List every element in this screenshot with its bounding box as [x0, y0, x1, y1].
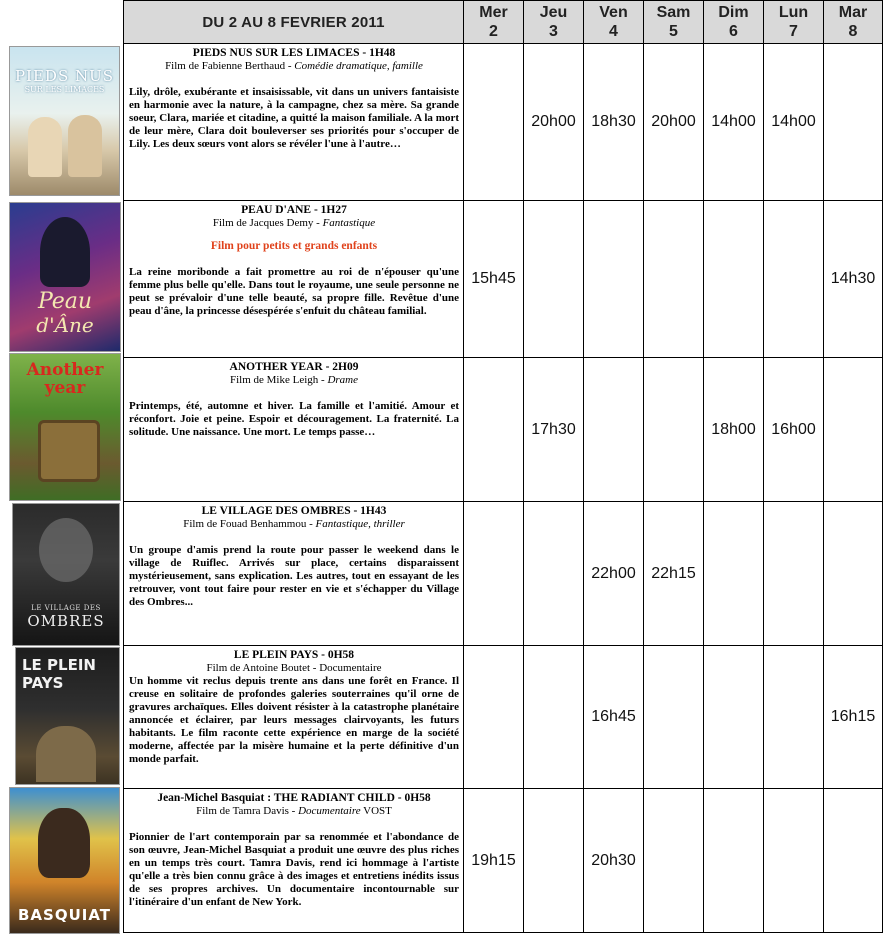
film-version: VOST	[360, 805, 392, 817]
film-genre: Documentaire	[298, 805, 361, 817]
poster-title-line: BASQUIAT	[17, 906, 112, 924]
showtime-cell: 14h30	[823, 200, 883, 358]
day-name: Jeu	[539, 4, 568, 21]
poster-title-line: Another	[26, 360, 104, 380]
day-number: 3	[549, 23, 558, 40]
day-name: Mer	[479, 4, 508, 21]
film-description-cell	[123, 200, 464, 358]
poster-title-line: LE VILLAGE DES	[31, 604, 101, 612]
poster-title-line: PAYS	[22, 674, 64, 692]
poster-figures	[68, 115, 102, 177]
showtime-cell: 20h30	[583, 788, 644, 933]
showtime-cell: 22h15	[643, 501, 704, 646]
poster-title-line: Peau	[37, 289, 93, 314]
poster-title-line: d'Âne	[36, 313, 94, 337]
showtime-cell	[643, 357, 704, 502]
film-subtitle	[129, 374, 459, 387]
day-number: 4	[609, 23, 618, 40]
showtime-cell	[763, 501, 824, 646]
film-title: PEAU D'ANE - 1H27	[241, 204, 347, 216]
film-description-cell	[123, 501, 464, 646]
day-name: Mar	[838, 4, 868, 21]
showtime-cell	[463, 43, 524, 201]
showtime-cell	[763, 645, 824, 789]
poster-pieds-nus	[9, 46, 120, 196]
film-synopsis: Pionnier de l'art contemporain par sa renommée et l'abondance de son œuvre, Jean-Michel Basquiat a produit une œuvre des plus riches en un temps très court. Tamra Davis, rend ici hommage à l'artiste qu'elle a très bien connu grâce à des images et entretiens inédits issus de ses propres archives. Un documentaire incontournable sur l'itinéraire d'un enfant de New York.	[129, 831, 459, 908]
poster-title-line: LE PLEIN	[22, 656, 96, 674]
showtime-cell	[523, 200, 584, 358]
header-day-lun	[763, 0, 824, 44]
film-subtitle	[129, 60, 459, 73]
showtime-cell	[583, 357, 644, 502]
film-genre: Comédie dramatique, famille	[294, 60, 423, 72]
film-title: PIEDS NUS SUR LES LIMACES - 1H48	[192, 47, 396, 59]
film-director: Film de Fouad Benhammou -	[183, 518, 316, 530]
film-genre: Fantastique, thriller	[315, 518, 405, 530]
poster-figures	[39, 518, 93, 582]
showtime-cell	[463, 501, 524, 646]
showtime-cell	[523, 645, 584, 789]
film-description-cell	[123, 43, 464, 201]
poster-figures	[38, 420, 100, 482]
showtime-cell	[823, 357, 883, 502]
film-synopsis: La reine moribonde a fait promettre au roi de n'épouser qu'une femme plus belle qu'elle. Dans tout le royaume, une seule personne ne peut se prévaloir d'une telle beauté, sa propre fille. Revêtue d'une peau d'âne, la princesse désespérée s'enfuit du château familial.	[129, 266, 459, 317]
film-director: Film de Tamra Davis -	[196, 805, 299, 817]
film-subtitle	[129, 518, 459, 531]
showtime-cell	[703, 501, 764, 646]
poster-le-plein-pays	[15, 647, 120, 785]
poster-village-des-ombres	[12, 503, 120, 646]
showtime-cell	[763, 200, 824, 358]
showtime-cell	[583, 200, 644, 358]
header-title-cell	[123, 0, 464, 44]
film-subtitle: Film de Antoine Boutet - Documentaire	[206, 662, 382, 674]
showtime-cell: 18h30	[583, 43, 644, 201]
showtime-cell: 16h15	[823, 645, 883, 789]
day-number: 2	[489, 23, 498, 40]
showtime-cell: 20h00	[523, 43, 584, 201]
showtime-cell: 14h00	[763, 43, 824, 201]
day-name: Lun	[778, 4, 809, 21]
header-title: DU 2 AU 8 FEVRIER 2011	[202, 13, 385, 31]
showtime-cell: 16h00	[763, 357, 824, 502]
day-number: 5	[669, 23, 678, 40]
showtime-cell	[643, 788, 704, 933]
showtime-cell	[643, 645, 704, 789]
film-subtitle	[129, 217, 459, 230]
film-synopsis: Lily, drôle, exubérante et insaisissable, vit dans un univers fantaisiste en harmonie avec la nature, à la campagne, chez sa mère. Sa grande soeur, Clara, mariée et citadine, a quitté la maison familiale. A la mort de leur mère, Clara doit bouleverser ses priorités pour s'occuper de Lily. Les deux sœurs vont alors se révéler l'une à l'autre…	[129, 86, 459, 150]
film-genre: Fantastique	[322, 217, 376, 229]
day-number: 7	[789, 23, 798, 40]
showtime-cell	[823, 43, 883, 201]
film-director: Film de Fabienne Berthaud -	[165, 60, 295, 72]
poster-basquiat	[9, 787, 120, 934]
showtime-cell	[823, 788, 883, 933]
showtime-cell: 19h15	[463, 788, 524, 933]
poster-another-year	[9, 353, 121, 501]
poster-figures	[38, 808, 90, 878]
showtime-cell: 16h45	[583, 645, 644, 789]
film-title: LE VILLAGE DES OMBRES - 1H43	[201, 505, 387, 517]
showtime-cell: 15h45	[463, 200, 524, 358]
header-day-mer	[463, 0, 524, 44]
film-synopsis: Printemps, été, automne et hiver. La famille et l'amitié. Amour et réconfort. Joie et peine. Espoir et découragement. La fraternité. La solitude. Une naissance. Une mort. Le temps passe…	[129, 400, 459, 438]
showtime-cell: 22h00	[583, 501, 644, 646]
showtime-cell	[643, 200, 704, 358]
film-title: Jean-Michel Basquiat : THE RADIANT CHILD - 0H58	[157, 792, 431, 804]
day-name: Ven	[599, 4, 628, 21]
poster-figures	[36, 726, 96, 782]
showtime-cell	[523, 501, 584, 646]
film-genre: Drame	[327, 374, 359, 386]
day-name: Sam	[656, 4, 691, 21]
header-day-ven	[583, 0, 644, 44]
poster-peau-d-ane	[9, 202, 121, 352]
poster-figures	[40, 217, 90, 287]
showtime-cell	[463, 645, 524, 789]
showtime-cell	[823, 501, 883, 646]
header-day-dim	[703, 0, 764, 44]
film-subtitle	[129, 805, 459, 818]
showtime-cell	[703, 200, 764, 358]
film-title: LE PLEIN PAYS - 0H58	[233, 649, 355, 661]
header-day-sam	[643, 0, 704, 44]
film-description-cell	[123, 645, 464, 789]
poster-title-line: SUR LES LIMACES	[24, 85, 105, 94]
day-name: Dim	[718, 4, 749, 21]
showtime-cell	[523, 788, 584, 933]
showtime-cell: 17h30	[523, 357, 584, 502]
poster-figures	[28, 117, 62, 177]
film-audience-note: Film pour petits et grands enfants	[210, 240, 378, 252]
film-description-cell	[123, 357, 464, 502]
showtime-cell: 20h00	[643, 43, 704, 201]
film-director: Film de Jacques Demy -	[212, 217, 323, 229]
film-synopsis: Un homme vit reclus depuis trente ans dans une forêt en France. Il creuse en solitaire de profondes galeries souterraines qu'il orne de gravures archaïques. Elles doivent résister à la catastrophe planétaire annoncée et éclairer, par leurs messages clairvoyants, les futurs habitants. Le film raconte cette expérience en marge de la société moderne, affectée par la misère humaine et la perte définitive d'un monde parfait.	[129, 675, 459, 765]
showtime-cell	[463, 357, 524, 502]
film-title: ANOTHER YEAR - 2H09	[229, 361, 359, 373]
poster-title-line: year	[44, 378, 86, 398]
day-number: 6	[729, 23, 738, 40]
showtime-cell	[703, 788, 764, 933]
showtime-cell	[763, 788, 824, 933]
showtime-cell	[703, 645, 764, 789]
showtime-cell: 18h00	[703, 357, 764, 502]
film-synopsis: Un groupe d'amis prend la route pour passer le weekend dans le village de Ruiflec. Arrivés sur place, certains disparaissent mystérieusement, sans explication. Les autres, tout en essayant de les retrouver, vont tout faire pour rester en vie et s'échapper du Village des Ombres...	[129, 544, 459, 608]
poster-title-line: PIEDS NUS	[14, 67, 115, 85]
film-description-cell	[123, 788, 464, 933]
poster-title-line: OMBRES	[27, 612, 105, 630]
film-director: Film de Mike Leigh -	[229, 374, 328, 386]
day-number: 8	[848, 23, 858, 40]
header-day-mar	[823, 0, 883, 44]
header-day-jeu	[523, 0, 584, 44]
showtime-cell: 14h00	[703, 43, 764, 201]
